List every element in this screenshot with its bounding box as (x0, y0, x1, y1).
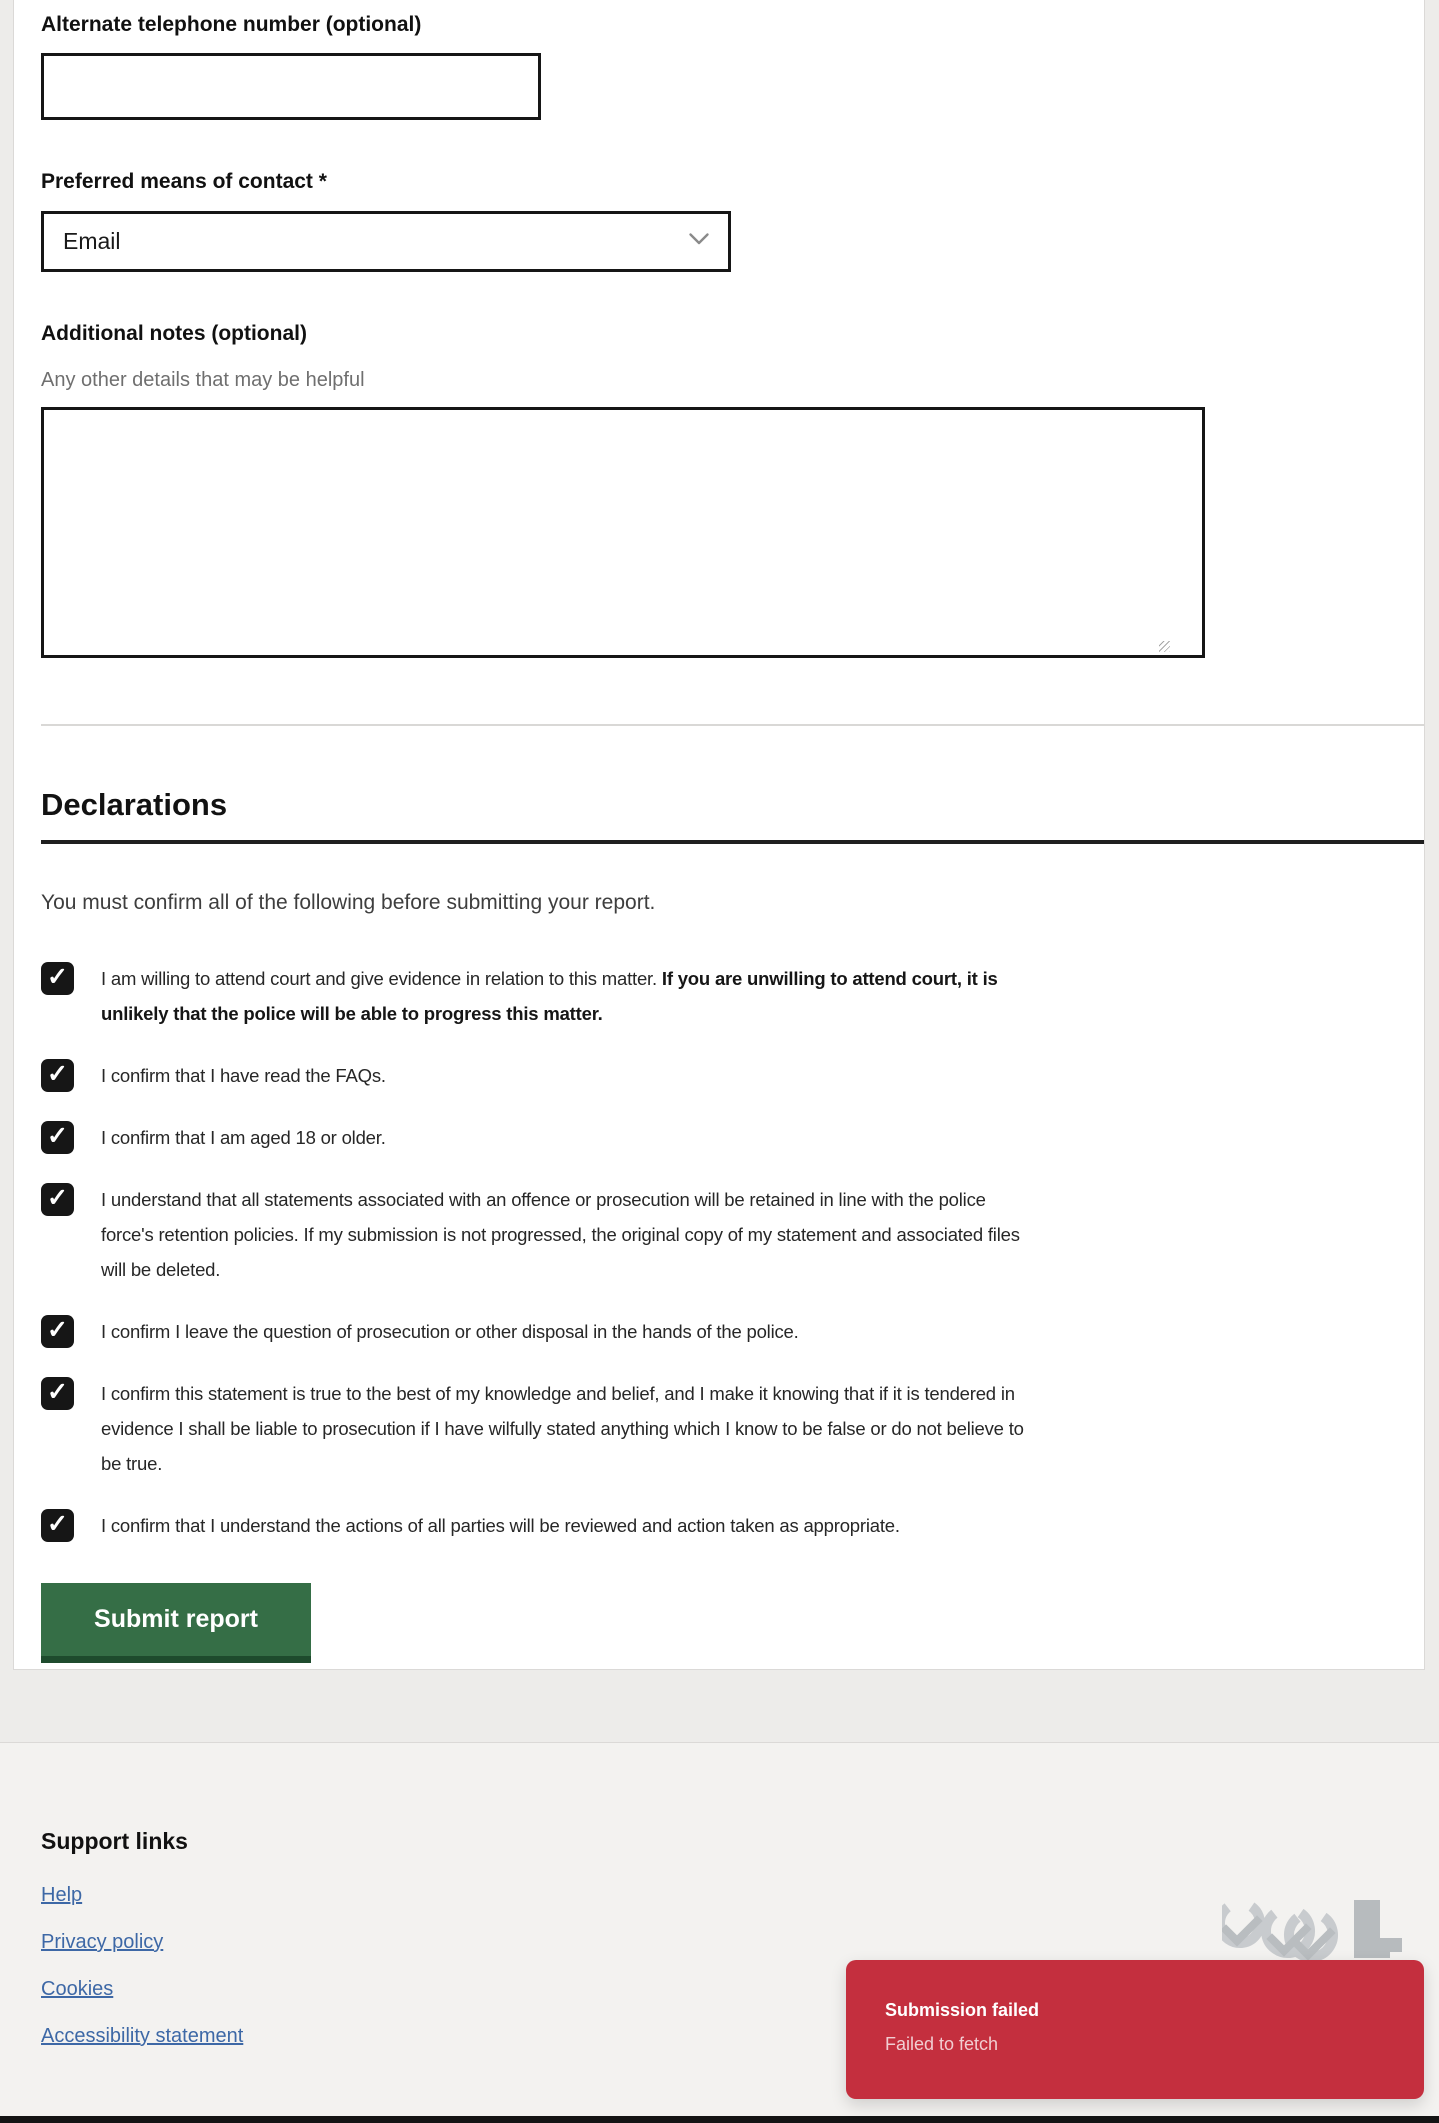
additional-notes-wrap (41, 407, 1175, 658)
toast-title: Submission failed (885, 2000, 1040, 2020)
support-links-heading: Support links (41, 1828, 188, 1854)
declaration-item-1 (41, 961, 1424, 1031)
preferred-contact-label: Preferred means of contact * (41, 170, 327, 193)
checkmark-icon: ✓ (47, 1510, 68, 1538)
declaration-item-7 (41, 1508, 1424, 1543)
alt-phone-input[interactable] (41, 53, 541, 120)
declaration-item-5 (41, 1314, 1424, 1349)
checkmark-icon: ✓ (47, 1378, 68, 1406)
declarations-intro: You must confirm all of the following before submitting your report. (41, 891, 656, 914)
checkmark-icon: ✓ (47, 1060, 68, 1088)
footer-link-help[interactable]: Help (41, 1884, 83, 1906)
additional-notes-textarea[interactable] (41, 407, 1205, 658)
section-divider (41, 724, 1424, 726)
bottom-bar (0, 2116, 1439, 2123)
declaration-checkbox-3[interactable] (41, 1121, 74, 1154)
declaration-text-4: I understand that all statements associated with an offence or prosecution will be retained in line with the police force's retention policies. If my submission is not progressed, the original copy of my statement and associated files will be deleted. (101, 1189, 1020, 1280)
declaration-checkbox-5[interactable] (41, 1315, 74, 1348)
declaration-checkbox-1[interactable] (41, 962, 74, 995)
submit-report-button[interactable]: Submit report (41, 1583, 311, 1663)
footer-link-accessibility-statement[interactable]: Accessibility statement (41, 2025, 244, 2047)
declaration-item-3 (41, 1120, 1424, 1155)
additional-notes-label: Additional notes (optional) (41, 322, 307, 345)
footer-link-privacy-policy[interactable]: Privacy policy (41, 1931, 164, 1953)
declaration-item-4 (41, 1182, 1424, 1287)
declaration-item-6 (41, 1376, 1424, 1481)
preferred-contact-select[interactable] (41, 211, 731, 272)
error-toast (846, 1960, 1424, 2099)
declaration-checkbox-4[interactable] (41, 1183, 74, 1216)
declaration-item-2 (41, 1058, 1424, 1093)
declaration-text-3: I confirm that I am aged 18 or older. (101, 1127, 386, 1148)
checkmark-icon: ✓ (47, 1184, 68, 1212)
textarea-resize-handle[interactable] (1159, 641, 1170, 652)
toast-message: Failed to fetch (885, 2034, 999, 2054)
declaration-text-2: I confirm that I have read the FAQs. (101, 1065, 386, 1086)
declaration-text-7: I confirm that I understand the actions of all parties will be reviewed and action taken as appropriate. (101, 1515, 900, 1536)
declaration-checkbox-7[interactable] (41, 1509, 74, 1542)
checkmark-icon: ✓ (47, 1316, 68, 1344)
declaration-text-1: I am willing to attend court and give evidence in relation to this matter. If you are unwilling to attend court, it is unlikely that the police will be able to progress this matter. (101, 968, 998, 1024)
report-form-card (13, 0, 1425, 1670)
declaration-checkbox-2[interactable] (41, 1059, 74, 1092)
declaration-checkbox-6[interactable] (41, 1377, 74, 1410)
declarations-heading: Declarations (41, 787, 228, 822)
checkmark-icon: ✓ (47, 963, 68, 991)
declarations-heading-rule (41, 840, 1424, 844)
declarations-list (41, 961, 1424, 1543)
alt-phone-label: Alternate telephone number (optional) (41, 13, 422, 36)
chevron-down-icon (688, 232, 710, 251)
additional-notes-hint: Any other details that may be helpful (41, 369, 365, 391)
watermark-logo (1222, 1894, 1427, 1964)
checkmark-icon: ✓ (47, 1122, 68, 1150)
footer-link-cookies[interactable]: Cookies (41, 1978, 114, 2000)
preferred-contact-value: Email (63, 228, 121, 254)
declaration-text-5: I confirm I leave the question of prosecution or other disposal in the hands of the police. (101, 1321, 799, 1342)
declaration-text-6: I confirm this statement is true to the best of my knowledge and belief, and I make it knowing that if it is tendered in evidence I shall be liable to prosecution if I have wilfully stated anything which I know to be false or do not believe to be true. (101, 1383, 1024, 1474)
